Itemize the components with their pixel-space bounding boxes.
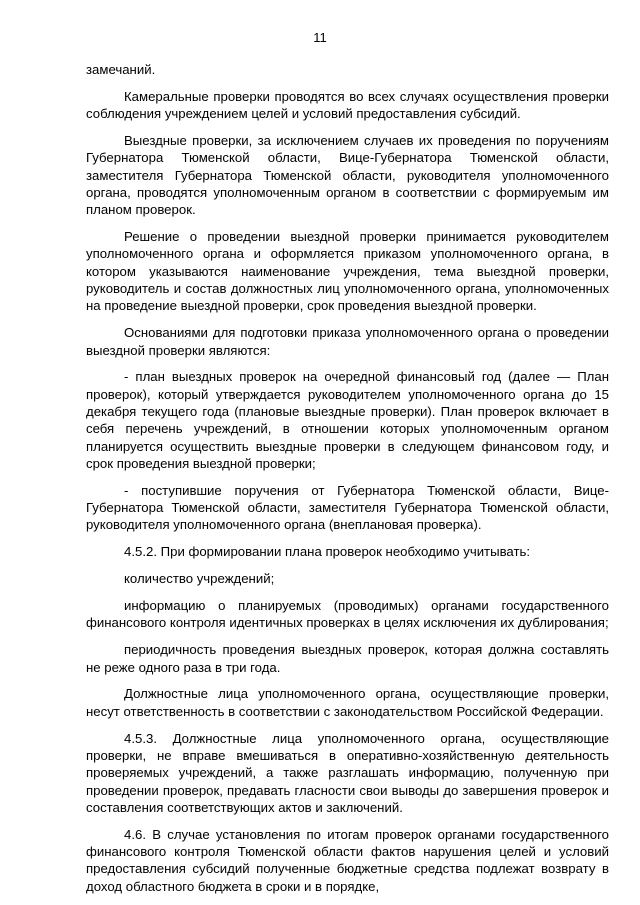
paragraph-periodicity: периодичность проведения выездных проверок, которая должна составлять не реже одного раза в три года.	[86, 642, 609, 675]
paragraph-4-6: 4.6. В случае установления по итогам проверок органами государственного финансового контроля Тюменской области фактов нарушения целей и условий предоставления субсидий полученные бюджетные средства подлежат возврату в доход областного бюджета в сроки и в порядке,	[86, 826, 609, 894]
paragraph-continuation: замечаний.	[86, 62, 156, 77]
paragraph-audit-decision: Решение о проведении выездной проверки принимается руководителем уполномоченного органа и оформляется приказом уполномоченного органа, в котором указываются наименование учреждения, тема выездной проверки, руководитель и состав должностных лиц уполномоченного органа, уполномоченных на проведение выездной проверки, срок проведения выездной проверки.	[86, 229, 609, 314]
document-body	[86, 61, 609, 904]
paragraph-field-audits: Выездные проверки, за исключением случаев их проведения по поручениям Губернатора Тюменской области, Вице-Губернатора Тюменской области, заместителя Губернатора Тюменской области, руководителя уполномоченного органа, проводятся уполномоченным органом в соответствии с формируемым им планом проверок.	[86, 133, 609, 218]
paragraph-4-5-3: 4.5.3. Должностные лица уполномоченного органа, осуществляющие проверки, не вправе вмешиваться в оперативно-хозяйственную деятельность проверяемых учреждений, а также разглашать информацию, полученную при проведении проверок, предавать гласности свои выводы до завершения проверок и составления соответствующих актов и заключений.	[86, 730, 609, 815]
list-item-instructions: - поступившие поручения от Губернатора Тюменской области, Вице-Губернатора Тюменской области, заместителя Губернатора Тюменской области, руководителя уполномоченного органа (внеплановая проверка).	[86, 482, 609, 533]
paragraph-planned-audits-info: информацию о планируемых (проводимых) органами государственного финансового контроля идентичных проверках в целях исключения их дублирования;	[86, 598, 609, 631]
paragraph-responsibility: Должностные лица уполномоченного органа, осуществляющие проверки, несут ответственность в соответствии с законодательством Российской Федерации.	[86, 686, 609, 719]
paragraph-4-5-2: 4.5.2. При формировании плана проверок необходимо учитывать:	[124, 544, 531, 560]
paragraph-institution-count: количество учреждений;	[124, 571, 275, 587]
paragraph-grounds: Основаниями для подготовки приказа уполномоченного органа о проведении выездной проверки являются:	[86, 325, 609, 358]
list-item-audit-plan: - план выездных проверок на очередной финансовый год (далее — План проверок), который утверждается руководителем уполномоченного органа до 15 декабря текущего года (плановые выездные проверки). План проверок включает в себя перечень учреждений, в отношении которых уполномоченным органом планируется осуществить выездные проверки в следующем финансовом году, и срок проведения выездной проверки;	[86, 369, 609, 471]
page-number: 11	[313, 30, 327, 45]
paragraph-desk-audits: Камеральные проверки проводятся во всех случаях осуществления проверки соблюдения учреждением целей и условий предоставления субсидий.	[86, 88, 609, 122]
